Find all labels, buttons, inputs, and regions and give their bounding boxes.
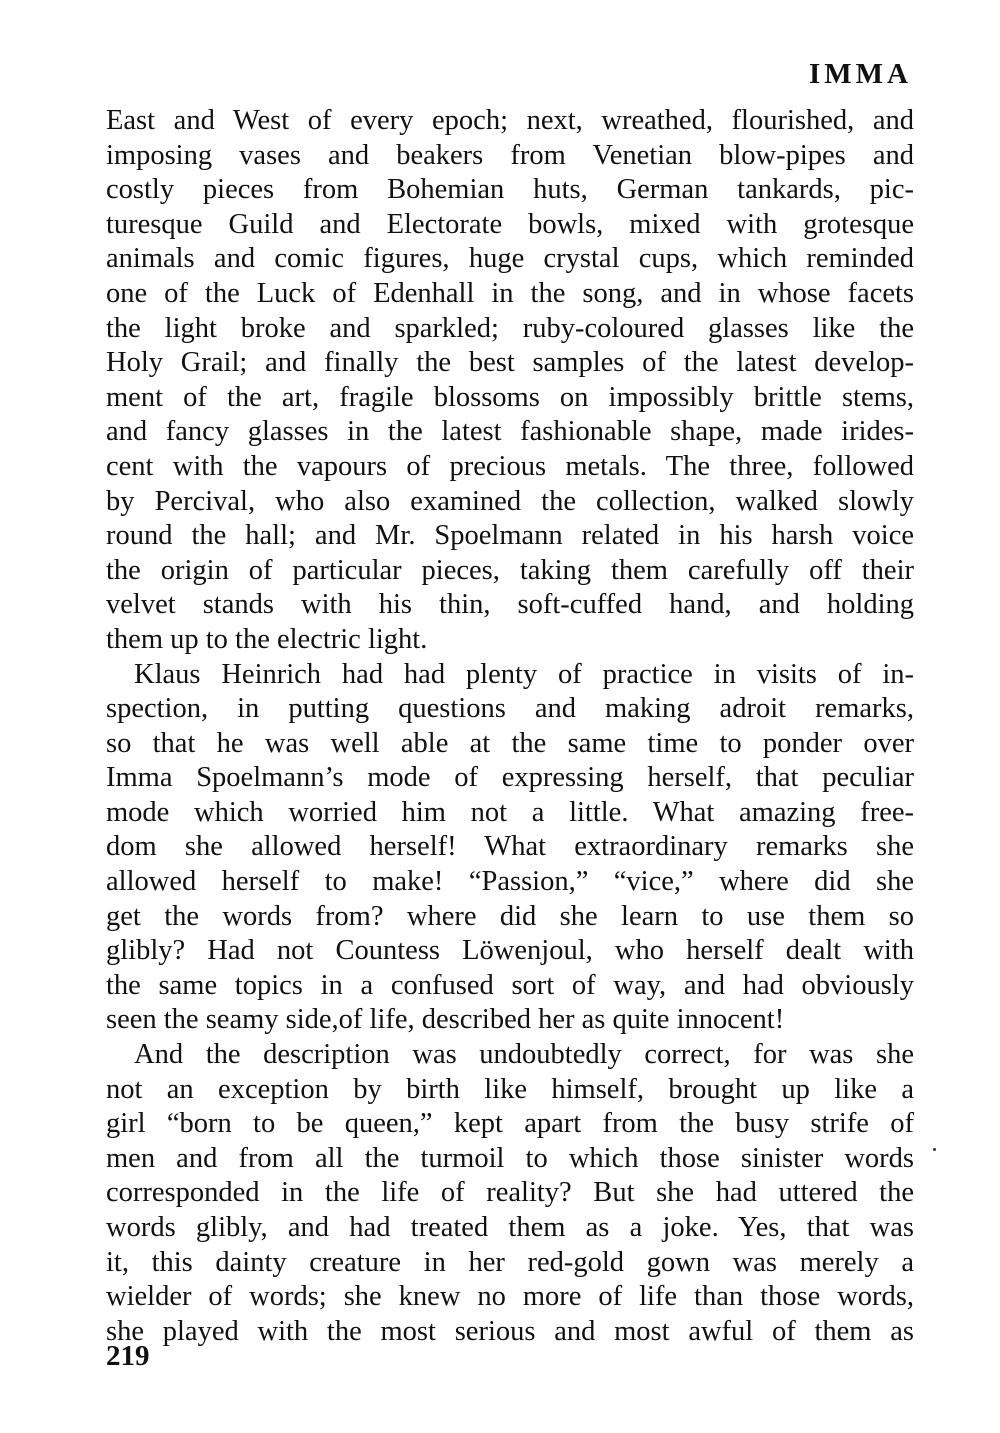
text-line: them up to the electric light.: [106, 623, 428, 655]
text-line: Holy Grail; and finally the best samples of the latest develop-: [106, 347, 914, 379]
text-line: it, this dainty creature in her red-gold gown was merely a: [106, 1246, 914, 1278]
paragraph: [106, 1038, 914, 1349]
text-line: men and from all the turmoil to which those sinister words: [106, 1142, 914, 1174]
text-line: And the description was undoubtedly correct, for was she: [134, 1039, 914, 1071]
text-line: not an exception by birth like himself, brought up like a: [106, 1073, 914, 1105]
text-line: costly pieces from Bohemian huts, German tankards, pic-: [106, 174, 914, 206]
text-line: one of the Luck of Edenhall in the song, and in whose facets: [106, 277, 914, 309]
text-line: imposing vases and beakers from Venetian blow-pipes and: [106, 139, 914, 171]
text-line: allowed herself to make! “Passion,” “vice,” where did she: [106, 866, 914, 898]
text-line: get the words from? where did she learn to use them so: [106, 900, 914, 932]
text-line: the light broke and sparkled; ruby-coloured glasses like the: [106, 312, 914, 344]
text-line: round the hall; and Mr. Spoelmann related in his harsh voice: [106, 520, 914, 552]
text-line: Imma Spoelmann’s mode of expressing herself, that peculiar: [106, 762, 914, 794]
text-line: turesque Guild and Electorate bowls, mixed with grotesque: [106, 208, 914, 240]
paragraph: [106, 658, 914, 1039]
text-line: spection, in putting questions and making adroit remarks,: [106, 693, 914, 725]
text-line: corresponded in the life of reality? But she had uttered the: [106, 1177, 914, 1209]
text-line: glibly? Had not Countess Löwenjoul, who herself dealt with: [106, 935, 914, 967]
text-line: ment of the art, fragile blossoms on impossibly brittle stems,: [106, 381, 914, 413]
text-line: mode which worried him not a little. What amazing free-: [106, 796, 914, 828]
text-line: girl “born to be queen,” kept apart from the busy strife of: [106, 1108, 914, 1140]
text-line: by Percival, who also examined the collection, walked slowly: [106, 485, 914, 517]
text-line: cent with the vapours of precious metals. The three, followed: [106, 450, 914, 482]
text-line: and fancy glasses in the latest fashionable shape, made irides-: [106, 416, 914, 448]
text-line: Klaus Heinrich had had plenty of practice in visits of in-: [134, 658, 914, 690]
page-number: 219: [106, 1340, 150, 1372]
text-line: dom she allowed herself! What extraordinary remarks she: [106, 831, 914, 863]
text-line: words glibly, and had treated them as a joke. Yes, that was: [106, 1212, 914, 1243]
text-line: seen the seamy side,of life, described her as quite innocent!: [106, 1004, 785, 1036]
text-line: animals and comic figures, huge crystal cups, which reminded: [106, 243, 914, 275]
text-line: wielder of words; she knew no more of life than those words,: [106, 1281, 914, 1313]
paragraph: [106, 104, 914, 658]
ink-speck: [933, 1148, 936, 1151]
text-line: East and West of every epoch; next, wreathed, flourished, and: [106, 105, 914, 136]
text-line: so that he was well able at the same time to ponder over: [106, 727, 914, 759]
text-line: the origin of particular pieces, taking them carefully off their: [106, 554, 914, 586]
running-head: IMMA: [809, 58, 912, 90]
text-line: the same topics in a confused sort of way, and had obviously: [106, 969, 914, 1001]
text-line: velvet stands with his thin, soft-cuffed hand, and holding: [106, 589, 914, 621]
text-line: she played with the most serious and most awful of them as: [106, 1315, 914, 1347]
body-text: [106, 104, 914, 1349]
